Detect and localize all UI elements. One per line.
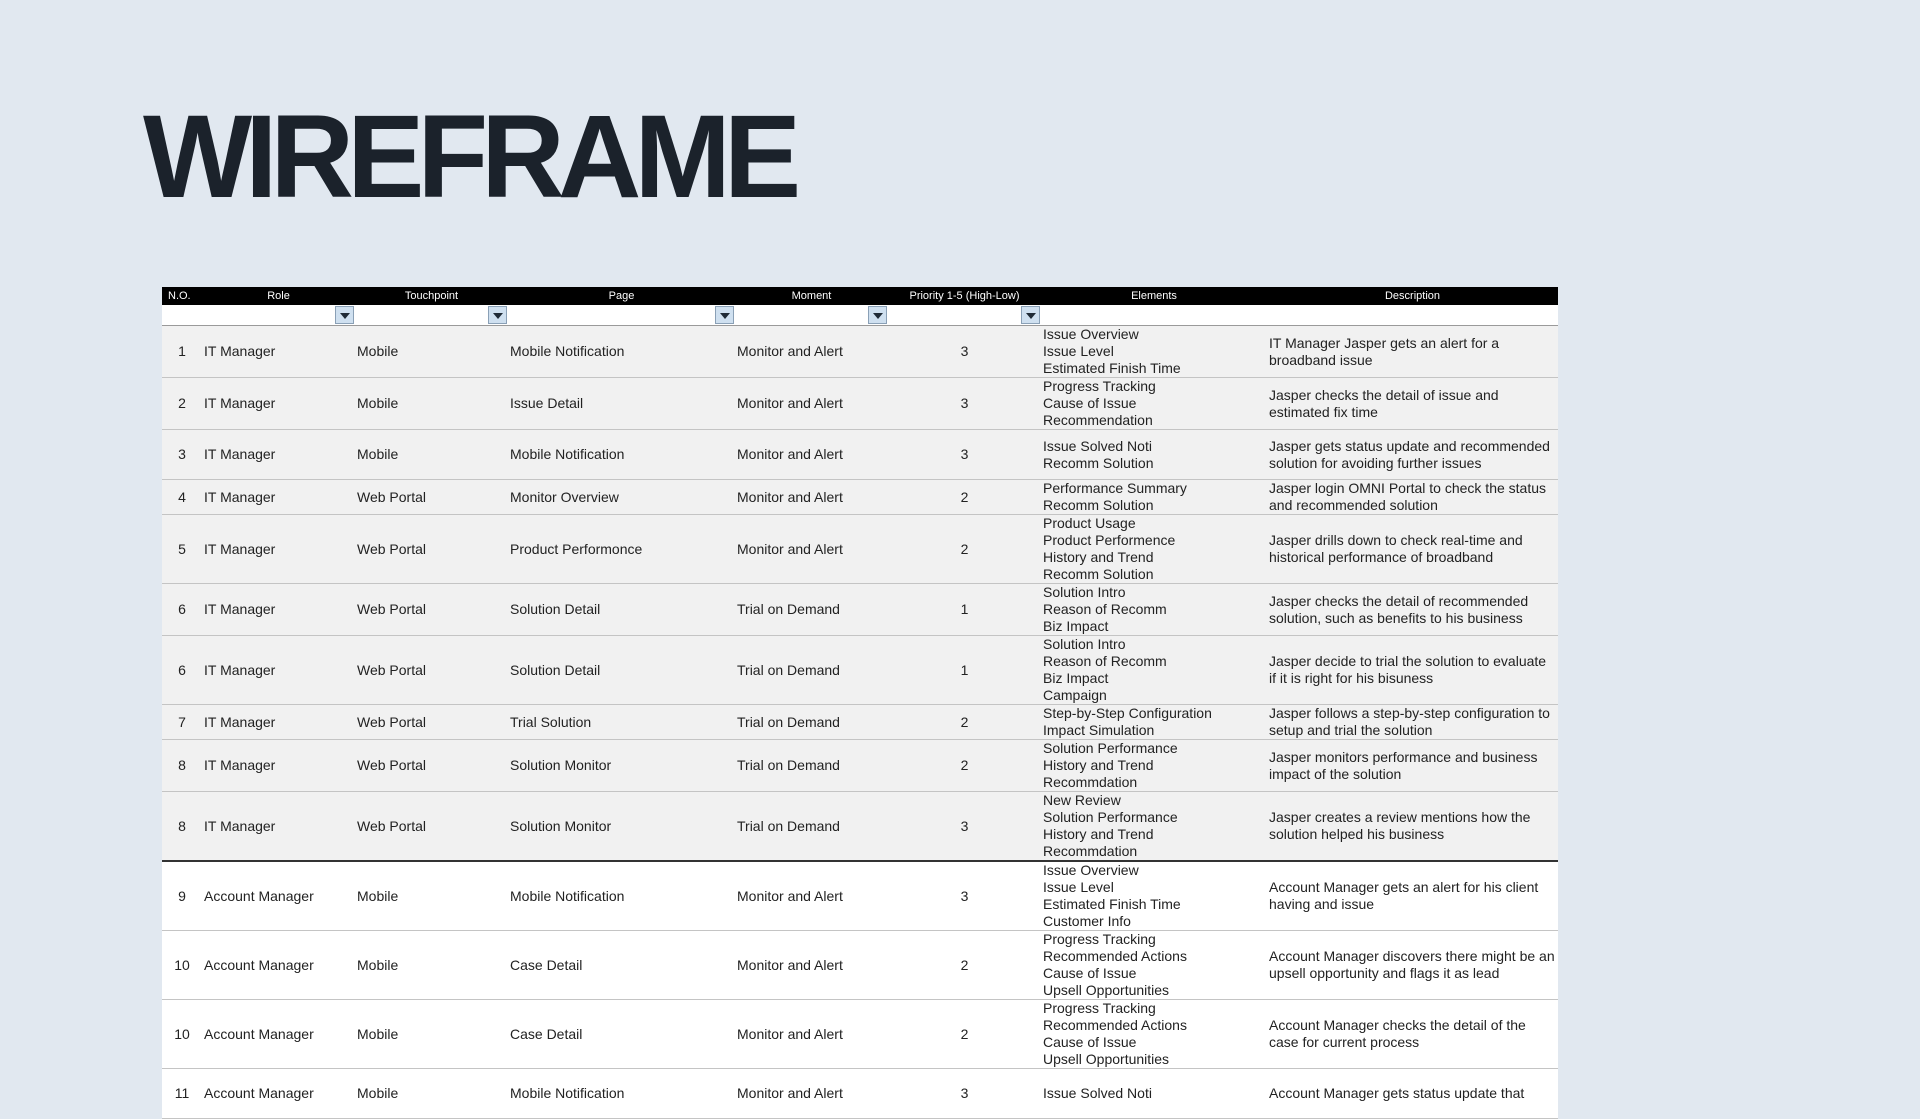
- cell-moment: Trial on Demand: [735, 636, 888, 705]
- cell-role: IT Manager: [202, 378, 355, 430]
- element-item: Recommdation: [1043, 774, 1138, 790]
- table-row: [162, 705, 1558, 740]
- cell-role: IT Manager: [202, 705, 355, 740]
- element-item: Solution Intro: [1043, 584, 1126, 600]
- cell-role: IT Manager: [202, 584, 355, 636]
- cell-page: Trial Solution: [508, 705, 735, 740]
- cell-moment: Trial on Demand: [735, 705, 888, 740]
- element-item: Impact Simulation: [1043, 722, 1155, 738]
- cell-moment: Monitor and Alert: [735, 480, 888, 515]
- element-item: Recomm Solution: [1043, 497, 1154, 513]
- element-item: History and Trend: [1043, 757, 1154, 773]
- cell-no: 3: [162, 430, 202, 480]
- column-header-description: Description: [1267, 287, 1558, 305]
- cell-role: IT Manager: [202, 792, 355, 862]
- element-item: Reason of Recomm: [1043, 601, 1167, 617]
- cell-page: Solution Monitor: [508, 792, 735, 862]
- cell-touchpoint: Mobile: [355, 931, 508, 1000]
- element-item: Campaign: [1043, 687, 1107, 703]
- element-item: Cause of Issue: [1043, 395, 1137, 411]
- cell-elements: [1041, 705, 1267, 740]
- cell-page: Monitor Overview: [508, 480, 735, 515]
- cell-role: IT Manager: [202, 480, 355, 515]
- cell-role: IT Manager: [202, 430, 355, 480]
- element-item: Progress Tracking: [1043, 931, 1156, 947]
- cell-moment: Monitor and Alert: [735, 861, 888, 931]
- table-row: [162, 515, 1558, 584]
- cell-moment: Monitor and Alert: [735, 1069, 888, 1119]
- filter-dropdown-moment-icon[interactable]: [868, 306, 887, 324]
- cell-elements: [1041, 861, 1267, 931]
- element-item: New Review: [1043, 792, 1121, 808]
- cell-description: IT Manager Jasper gets an alert for a broadband issue: [1267, 326, 1558, 378]
- cell-touchpoint: Web Portal: [355, 636, 508, 705]
- cell-role: IT Manager: [202, 740, 355, 792]
- element-item: Recommended Actions: [1043, 948, 1187, 964]
- element-item: Recommended Actions: [1043, 1017, 1187, 1033]
- cell-priority: 3: [888, 378, 1041, 430]
- cell-touchpoint: Web Portal: [355, 515, 508, 584]
- cell-priority: 2: [888, 515, 1041, 584]
- cell-moment: Monitor and Alert: [735, 931, 888, 1000]
- cell-priority: 1: [888, 584, 1041, 636]
- table-row: [162, 378, 1558, 430]
- cell-moment: Monitor and Alert: [735, 378, 888, 430]
- cell-page: Issue Detail: [508, 378, 735, 430]
- cell-role: Account Manager: [202, 1000, 355, 1069]
- element-item: Product Usage: [1043, 515, 1136, 531]
- cell-description: Jasper follows a step-by-step configuration to setup and trial the solution: [1267, 705, 1558, 740]
- cell-role: IT Manager: [202, 636, 355, 705]
- cell-description: Jasper checks the detail of recommended solution, such as benefits to his business: [1267, 584, 1558, 636]
- element-item: Issue Solved Noti: [1043, 1085, 1152, 1101]
- cell-no: 7: [162, 705, 202, 740]
- cell-moment: Monitor and Alert: [735, 515, 888, 584]
- table-row: [162, 584, 1558, 636]
- cell-description: Jasper checks the detail of issue and estimated fix time: [1267, 378, 1558, 430]
- element-item: Recommendation: [1043, 412, 1153, 428]
- table-row: [162, 636, 1558, 705]
- cell-touchpoint: Mobile: [355, 378, 508, 430]
- cell-no: 9: [162, 861, 202, 931]
- cell-page: Mobile Notification: [508, 326, 735, 378]
- cell-no: 6: [162, 636, 202, 705]
- cell-page: Product Performonce: [508, 515, 735, 584]
- cell-priority: 2: [888, 705, 1041, 740]
- cell-page: Mobile Notification: [508, 430, 735, 480]
- wireframe-table: [162, 287, 1558, 1119]
- column-header-elements: Elements: [1041, 287, 1267, 305]
- filter-cell-elements: [1041, 305, 1267, 326]
- cell-priority: 3: [888, 792, 1041, 862]
- column-header-role: Role: [202, 287, 355, 305]
- element-item: Progress Tracking: [1043, 378, 1156, 394]
- cell-description: Jasper login OMNI Portal to check the status and recommended solution: [1267, 480, 1558, 515]
- filter-cell-role: [202, 305, 355, 326]
- cell-no: 4: [162, 480, 202, 515]
- cell-elements: [1041, 326, 1267, 378]
- element-item: Performance Summary: [1043, 480, 1187, 496]
- element-item: Solution Intro: [1043, 636, 1126, 652]
- cell-touchpoint: Mobile: [355, 326, 508, 378]
- cell-touchpoint: Mobile: [355, 1069, 508, 1119]
- cell-no: 1: [162, 326, 202, 378]
- cell-priority: 2: [888, 931, 1041, 1000]
- element-item: Reason of Recomm: [1043, 653, 1167, 669]
- filter-dropdown-priority-icon[interactable]: [1021, 306, 1040, 324]
- column-header-moment: Moment: [735, 287, 888, 305]
- cell-page: Case Detail: [508, 1000, 735, 1069]
- cell-description: Jasper drills down to check real-time and historical performance of broadband: [1267, 515, 1558, 584]
- cell-description: Jasper gets status update and recommended solution for avoiding further issues: [1267, 430, 1558, 480]
- cell-priority: 2: [888, 1000, 1041, 1069]
- cell-elements: [1041, 931, 1267, 1000]
- cell-no: 5: [162, 515, 202, 584]
- cell-touchpoint: Mobile: [355, 861, 508, 931]
- element-item: Issue Overview: [1043, 862, 1139, 878]
- cell-elements: [1041, 1000, 1267, 1069]
- element-item: Cause of Issue: [1043, 965, 1137, 981]
- wireframe-table-container: [162, 287, 1558, 1101]
- cell-moment: Monitor and Alert: [735, 1000, 888, 1069]
- cell-touchpoint: Web Portal: [355, 480, 508, 515]
- element-item: Cause of Issue: [1043, 1034, 1137, 1050]
- table-row: [162, 861, 1558, 931]
- table-row: [162, 480, 1558, 515]
- element-item: Estimated Finish Time: [1043, 896, 1181, 912]
- filter-cell-page: [508, 305, 735, 326]
- element-item: Customer Info: [1043, 913, 1131, 929]
- element-item: Solution Performance: [1043, 809, 1178, 825]
- filter-cell-description: [1267, 305, 1558, 326]
- element-item: Progress Tracking: [1043, 1000, 1156, 1016]
- table-row: [162, 740, 1558, 792]
- cell-priority: 3: [888, 326, 1041, 378]
- element-item: History and Trend: [1043, 826, 1154, 842]
- cell-page: Solution Detail: [508, 584, 735, 636]
- cell-elements: [1041, 792, 1267, 862]
- filter-row: [162, 305, 1558, 326]
- cell-elements: [1041, 430, 1267, 480]
- table-header-row: [162, 287, 1558, 305]
- element-item: Issue Solved Noti: [1043, 437, 1152, 454]
- element-item: Recomm Solution: [1043, 454, 1154, 471]
- cell-description: Jasper monitors performance and business impact of the solution: [1267, 740, 1558, 792]
- cell-role: IT Manager: [202, 515, 355, 584]
- element-item: Recomm Solution: [1043, 566, 1154, 582]
- filter-dropdown-touchpoint-icon[interactable]: [488, 306, 507, 324]
- cell-description: Jasper creates a review mentions how the solution helped his business: [1267, 792, 1558, 862]
- cell-no: 2: [162, 378, 202, 430]
- element-item: Step-by-Step Configuration: [1043, 705, 1212, 721]
- cell-elements: [1041, 378, 1267, 430]
- cell-role: Account Manager: [202, 931, 355, 1000]
- cell-role: Account Manager: [202, 861, 355, 931]
- element-item: Biz Impact: [1043, 670, 1109, 686]
- cell-role: IT Manager: [202, 326, 355, 378]
- cell-moment: Trial on Demand: [735, 792, 888, 862]
- cell-priority: 3: [888, 861, 1041, 931]
- cell-elements: [1041, 636, 1267, 705]
- column-header-no: N.O.: [162, 287, 202, 305]
- filter-cell-moment: [735, 305, 888, 326]
- cell-no: 6: [162, 584, 202, 636]
- cell-no: 11: [162, 1069, 202, 1119]
- filter-dropdown-page-icon[interactable]: [715, 306, 734, 324]
- cell-touchpoint: Web Portal: [355, 584, 508, 636]
- cell-page: Mobile Notification: [508, 861, 735, 931]
- cell-touchpoint: Mobile: [355, 1000, 508, 1069]
- cell-touchpoint: Mobile: [355, 430, 508, 480]
- filter-cell-priority: [888, 305, 1041, 326]
- cell-page: Solution Detail: [508, 636, 735, 705]
- cell-elements: [1041, 480, 1267, 515]
- column-header-priority: Priority 1-5 (High-Low): [888, 287, 1041, 305]
- cell-priority: 3: [888, 430, 1041, 480]
- cell-no: 8: [162, 740, 202, 792]
- cell-page: Case Detail: [508, 931, 735, 1000]
- element-item: Solution Performance: [1043, 740, 1178, 756]
- cell-no: 8: [162, 792, 202, 862]
- column-header-page: Page: [508, 287, 735, 305]
- cell-moment: Trial on Demand: [735, 740, 888, 792]
- cell-page: Mobile Notification: [508, 1069, 735, 1119]
- cell-description: Account Manager discovers there might be an upsell opportunity and flags it as lead: [1267, 931, 1558, 1000]
- cell-priority: 2: [888, 480, 1041, 515]
- cell-no: 10: [162, 931, 202, 1000]
- cell-moment: Monitor and Alert: [735, 326, 888, 378]
- cell-description: Account Manager checks the detail of the case for current process: [1267, 1000, 1558, 1069]
- table-row: [162, 326, 1558, 378]
- element-item: History and Trend: [1043, 549, 1154, 565]
- cell-description: Jasper decide to trial the solution to evaluate if it is right for his bisuness: [1267, 636, 1558, 705]
- cell-description: Account Manager gets an alert for his client having and issue: [1267, 861, 1558, 931]
- cell-page: Solution Monitor: [508, 740, 735, 792]
- cell-touchpoint: Web Portal: [355, 705, 508, 740]
- element-item: Upsell Opportunities: [1043, 1051, 1170, 1067]
- cell-elements: [1041, 515, 1267, 584]
- element-item: Upsell Opportunities: [1043, 982, 1170, 998]
- filter-dropdown-role-icon[interactable]: [335, 306, 354, 324]
- cell-elements: [1041, 740, 1267, 792]
- element-item: Issue Level: [1043, 343, 1114, 359]
- page-title: WIREFRAME: [143, 91, 795, 223]
- table-row: [162, 1069, 1558, 1119]
- table-row: [162, 931, 1558, 1000]
- column-header-touchpoint: Touchpoint: [355, 287, 508, 305]
- cell-elements: [1041, 1069, 1267, 1119]
- element-item: Issue Overview: [1043, 326, 1139, 342]
- element-item: Biz Impact: [1043, 618, 1109, 634]
- cell-moment: Trial on Demand: [735, 584, 888, 636]
- cell-moment: Monitor and Alert: [735, 430, 888, 480]
- table-row: [162, 430, 1558, 480]
- cell-touchpoint: Web Portal: [355, 792, 508, 862]
- cell-touchpoint: Web Portal: [355, 740, 508, 792]
- filter-cell-touchpoint: [355, 305, 508, 326]
- table-row: [162, 1000, 1558, 1069]
- table-row: [162, 792, 1558, 862]
- cell-priority: 1: [888, 636, 1041, 705]
- element-item: Issue Level: [1043, 879, 1114, 895]
- element-item: Recommdation: [1043, 843, 1138, 859]
- element-item: Estimated Finish Time: [1043, 360, 1181, 376]
- cell-no: 10: [162, 1000, 202, 1069]
- cell-priority: 2: [888, 740, 1041, 792]
- cell-description: Account Manager gets status update that: [1267, 1069, 1558, 1119]
- cell-priority: 3: [888, 1069, 1041, 1119]
- element-item: Product Performence: [1043, 532, 1176, 548]
- cell-role: Account Manager: [202, 1069, 355, 1119]
- table-body: [162, 326, 1558, 1119]
- cell-elements: [1041, 584, 1267, 636]
- filter-cell-no: [162, 305, 202, 326]
